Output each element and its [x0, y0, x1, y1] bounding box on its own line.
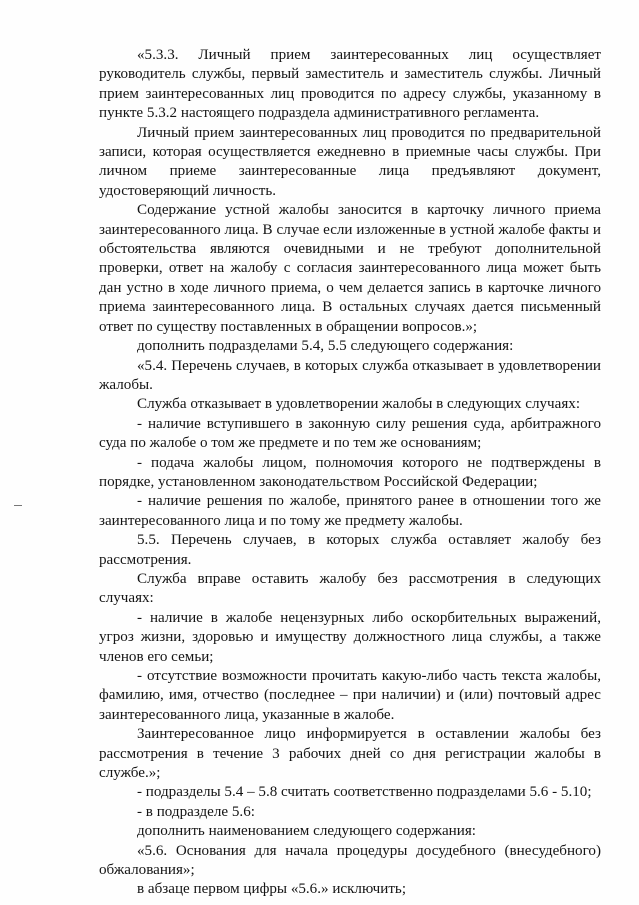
- paragraph: - наличие решения по жалобе, принятого ранее в отношении того же заинтересованного лица и по тому же предмету жалобы.: [99, 493, 601, 529]
- paragraph: - наличие в жалобе нецензурных либо оскорбительных выражений, угроз жизни, здоровью и имуществу должностного лица службы, а также членов его семьи;: [99, 609, 601, 665]
- paragraph: Содержание устной жалобы заносится в карточку личного приема заинтересованного лица. В случае если изложенные в устной жалобе факты и обстоятельства являются очевидными и не требуют дополнительной проверки, ответ на жалобу с согласия заинтересованного лица может быть дан устно в ходе личного приема, о чем делается запись в карточке личного приема заинтересованного лица. В остальных случаях дается письменный ответ по существу поставленных в обращении вопросов.»;: [99, 202, 601, 335]
- paragraph: Личный прием заинтересованных лиц проводится по предварительной записи, которая осуществляется ежедневно в приемные часы службы. При личном приеме заинтересованные лица предъявляют документ, удостоверяющий личность.: [99, 124, 601, 199]
- paragraph: - в подразделе 5.6:: [137, 803, 255, 820]
- paragraph: «5.6. Основания для начала процедуры досудебного (внесудебного) обжалования»;: [99, 842, 601, 879]
- paragraph: Служба отказывает в удовлетворении жалобы в следующих случаях:: [137, 396, 581, 413]
- paragraph: - подача жалобы лицом, полномочия которого не подтверждены в порядке, установленном законодательством Российской Федерации;: [99, 454, 601, 490]
- paragraph: дополнить подразделами 5.4, 5.5 следующего содержания:: [137, 338, 514, 355]
- paragraph: 5.5. Перечень случаев, в которых служба оставляет жалобу без рассмотрения.: [99, 532, 601, 568]
- paragraph: «5.3.3. Личный прием заинтересованных лиц осуществляет руководитель службы, первый заместитель и заместитель службы. Личный прием заинтересованных лиц проводится по адресу службы, указанному в пункте 5.3.2 настоящего подраздела административного регламента.: [99, 47, 601, 122]
- paragraph: Служба вправе оставить жалобу без рассмотрения в следующих случаях:: [99, 570, 601, 607]
- paragraph: дополнить наименованием следующего содержания:: [137, 823, 476, 840]
- paragraph: - наличие вступившего в законную силу решения суда, арбитражного суда по жалобе о том же предмете и по тем же основаниям;: [99, 415, 601, 452]
- document-body: [99, 46, 601, 900]
- paragraph: Заинтересованное лицо информируется в оставлении жалобы без рассмотрения в течение 3 рабочих дней со дня регистрации жалобы в службе.»;: [99, 726, 601, 782]
- paragraph: в абзаце первом цифры «5.6.» исключить;: [137, 881, 407, 898]
- paragraph: - подразделы 5.4 – 5.8 считать соответственно подразделами 5.6 - 5.10;: [137, 784, 592, 801]
- paragraph: - отсутствие возможности прочитать какую-либо часть текста жалобы, фамилию, имя, отчество (последнее – при наличии) и (или) почтовый адрес заинтересованного лица, указанные в жалобе.: [99, 668, 601, 723]
- scan-mark: [14, 505, 22, 506]
- paragraph: «5.4. Перечень случаев, в которых служба отказывает в удовлетворении жалобы.: [99, 357, 601, 393]
